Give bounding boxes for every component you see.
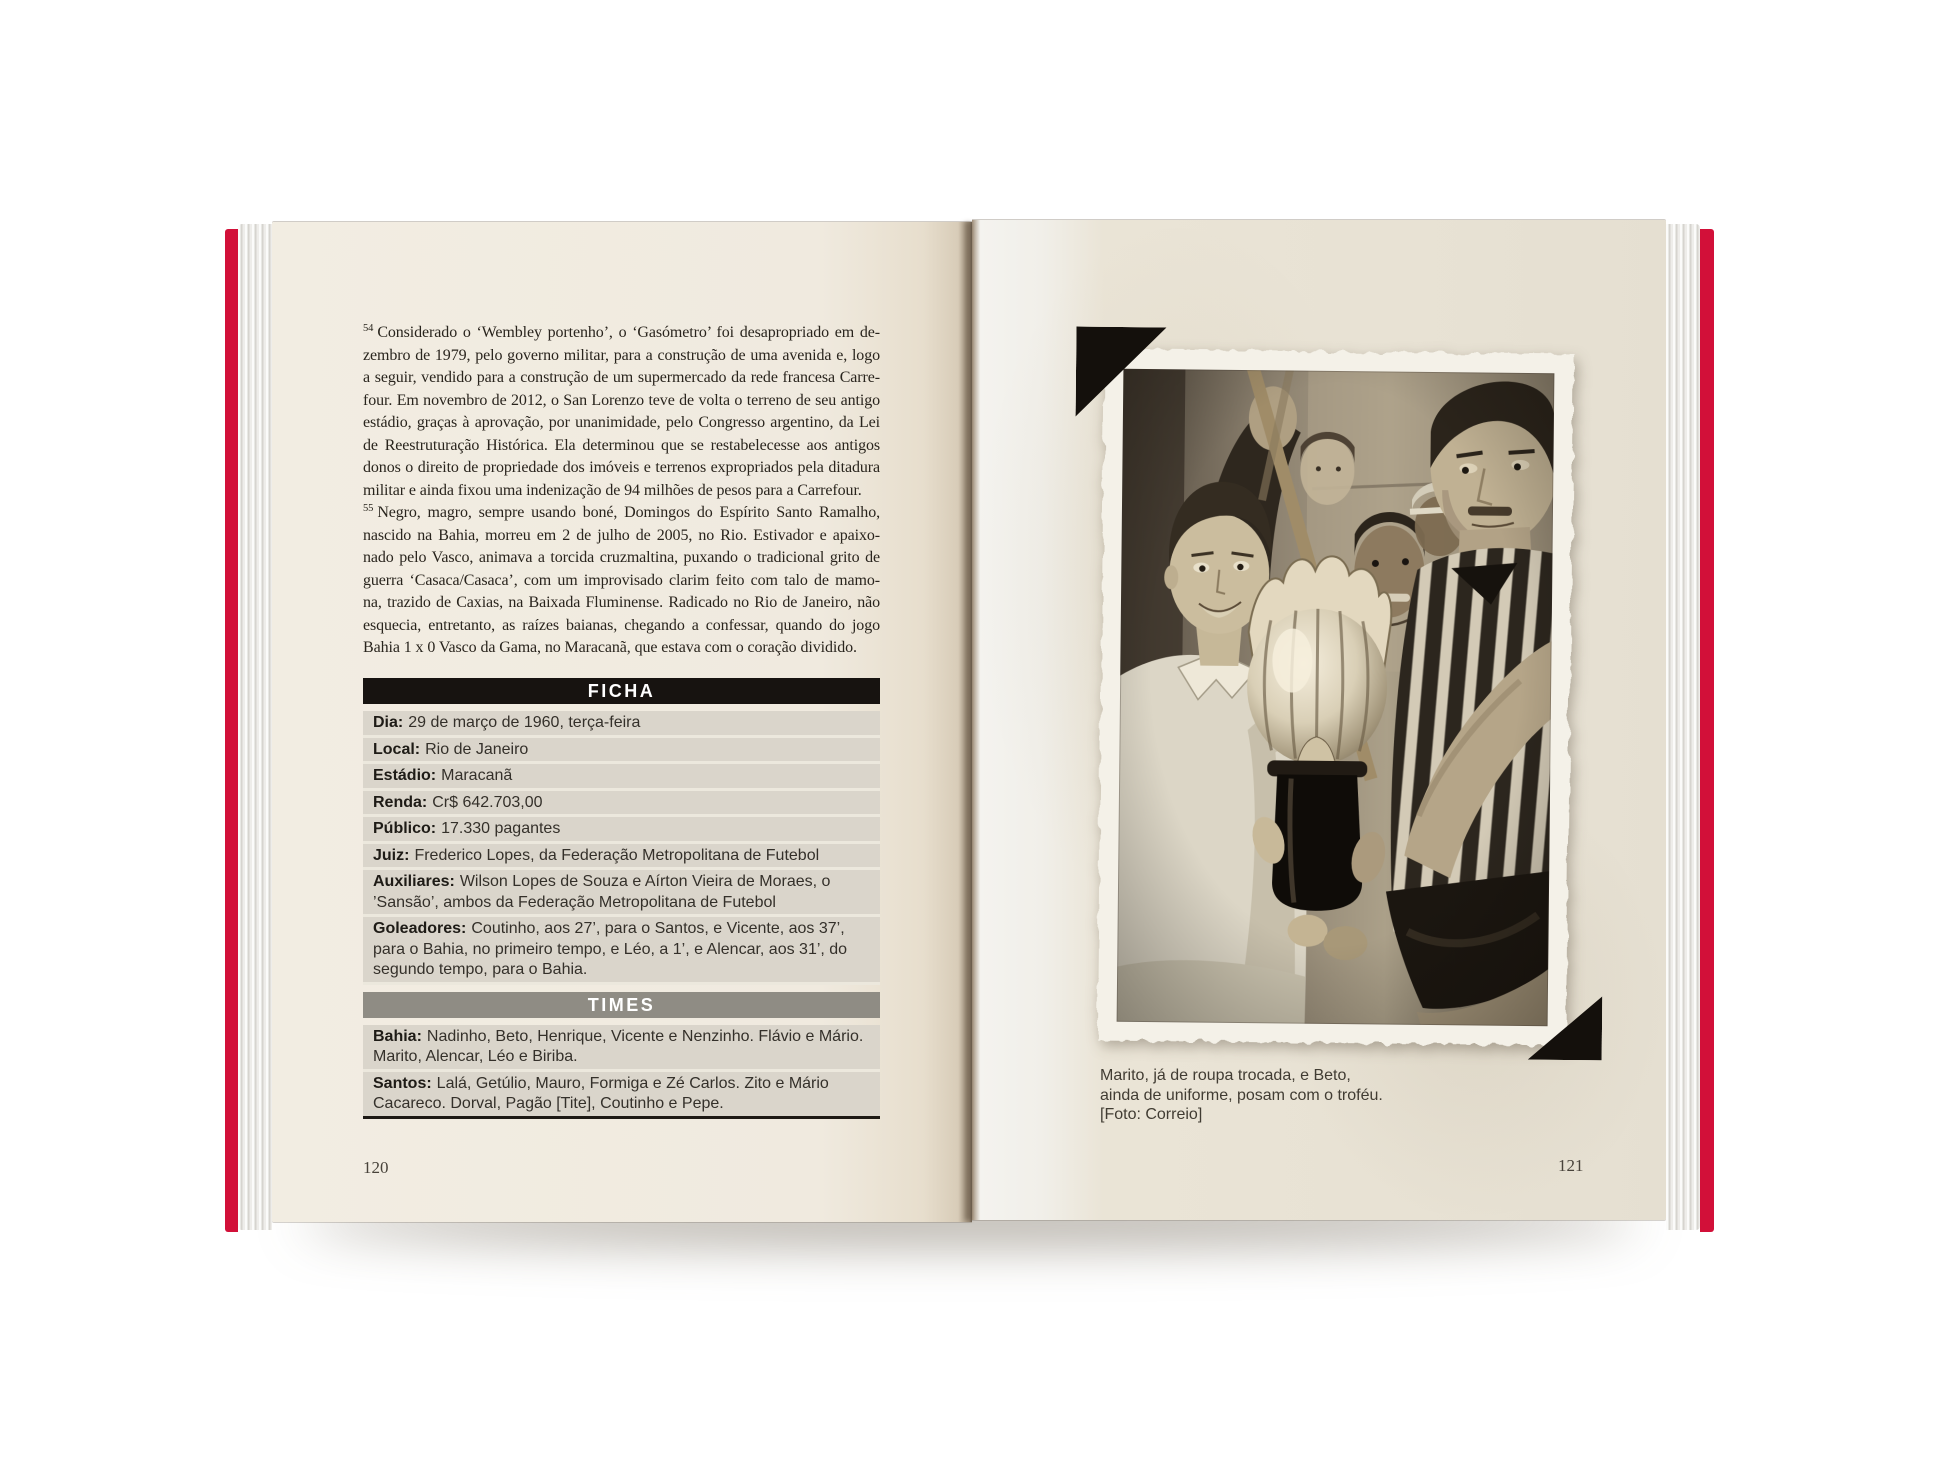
footnote-text-line: Considerado o ‘Wembley portenho’, o ‘Gasómetro’ foi desapropriado em de- [377,324,880,341]
footnote-text-line: nascido na Bahia, morreu em 2 de julho de 2005, no Rio. Estivador e apaixo- [363,526,880,544]
footnote-text-line: esquecia, entretanto, as raízes baianas, chegando a confessar, quando do jogo [363,616,880,634]
footnotes-block [363,322,880,660]
ficha-rows [363,711,880,985]
photo-illustration [1101,361,1560,1027]
page-number-right: 121 [1558,1156,1584,1175]
footnote-text-line: estádio, graças à aprovação, por unanimidade, pelo Congresso argentino, da Lei [363,414,880,431]
table-row: Renda: Cr$ 642.703,00 [363,791,880,818]
ficha-header: FICHA [363,678,880,704]
footnote-54 [363,322,880,502]
times-rows [363,1025,880,1119]
photo-caption [1100,1066,1440,1125]
table-row: Goleadores: Coutinho, aos 27’, para o Santos, e Vicente, aos 37’, para o Bahia, no primeiro tempo, e Léo, a 1’, e Alencar, aos 31’, do segundo tempo, para o Bahia. [363,917,880,985]
footnote-text-line: zembro de 1979, pelo governo militar, para a construção de uma avenida e, logo [363,346,880,364]
right-page [972,220,1666,1220]
caption-line: [Foto: Correio] [1100,1106,1203,1123]
book-gutter-crease [962,222,972,1220]
footnote-55 [363,502,880,660]
footnote-text-line: militar e ainda fixou uma indenização de 94 milhões de pesos para a Carrefour. [363,481,862,499]
footnote-text-line: na, trazido de Caxias, na Baixada Fluminense. Radicado no Rio de Janeiro, não [363,594,880,611]
book-cover-edge-right [1700,229,1714,1232]
table-row: Santos: Lalá, Getúlio, Mauro, Formiga e Zé Carlos. Zito e Mário Cacareco. Dorval, Pagão [Tite], Coutinho e Pepe. [363,1072,880,1116]
footnote-text-line: donos o direito de propriedade dos imóveis e terrenos expropriados pela ditadura [363,459,880,476]
caption-line: Marito, já de roupa trocada, e Beto, [1100,1067,1351,1084]
footnote-text-line: guerra ‘Casaca/Casaca’, com um improvisado clarim feito com talo de mamo- [363,571,880,589]
photo-print [1089,341,1581,1053]
footnote-text-line: Bahia 1 x 0 Vasco da Gama, no Maracanã, que estava com o coração dividido. [363,639,857,656]
book-cover-edge-left [225,229,238,1232]
table-row: Público: 17.330 pagantes [363,817,880,844]
table-row: Bahia: Nadinho, Beto, Henrique, Vicente e Nenzinho. Flávio e Mário. Marito, Alencar, Léo e Biriba. [363,1025,880,1072]
caption-line: ainda de uniforme, posam com o troféu. [1100,1086,1383,1104]
table-row: Dia: 29 de março de 1960, terça-feira [363,711,880,738]
table-row: Local: Rio de Janeiro [363,738,880,765]
page-edges-left [238,224,272,1230]
page-number-left: 120 [363,1158,389,1177]
left-page [272,222,972,1222]
footnote-text-line: four. Em novembro de 2012, o San Lorenzo teve de volta o terreno de seu antigo [363,391,880,409]
table-row: Juiz: Frederico Lopes, da Federação Metropolitana de Futebol [363,844,880,871]
footnote-number: 55 [363,502,374,514]
match-fact-sheet [363,678,880,1119]
footnote-number: 54 [363,322,374,334]
table-row: Auxiliares: Wilson Lopes de Souza e Aírton Vieira de Moraes, o ’Sansão’, ambos da Federação Metropolitana de Futebol [363,870,880,917]
page-edges-right [1666,224,1700,1230]
footnote-text-line: nado pelo Vasco, animava a torcida cruzmaltina, puxando o tradicional grito de [363,549,880,566]
footnote-text-line: a seguir, vendido para a construção de um supermercado da rede francesa Carre- [363,369,880,386]
footnote-text-line: Negro, magro, sempre usando boné, Domingos do Espírito Santo Ramalho, [377,504,880,521]
times-header: TIMES [363,992,880,1018]
table-row: Estádio: Maracanã [363,764,880,791]
footnote-text-line: de Reestruturação Histórica. Ela determinou que se restabelecesse aos antigos [363,436,880,454]
